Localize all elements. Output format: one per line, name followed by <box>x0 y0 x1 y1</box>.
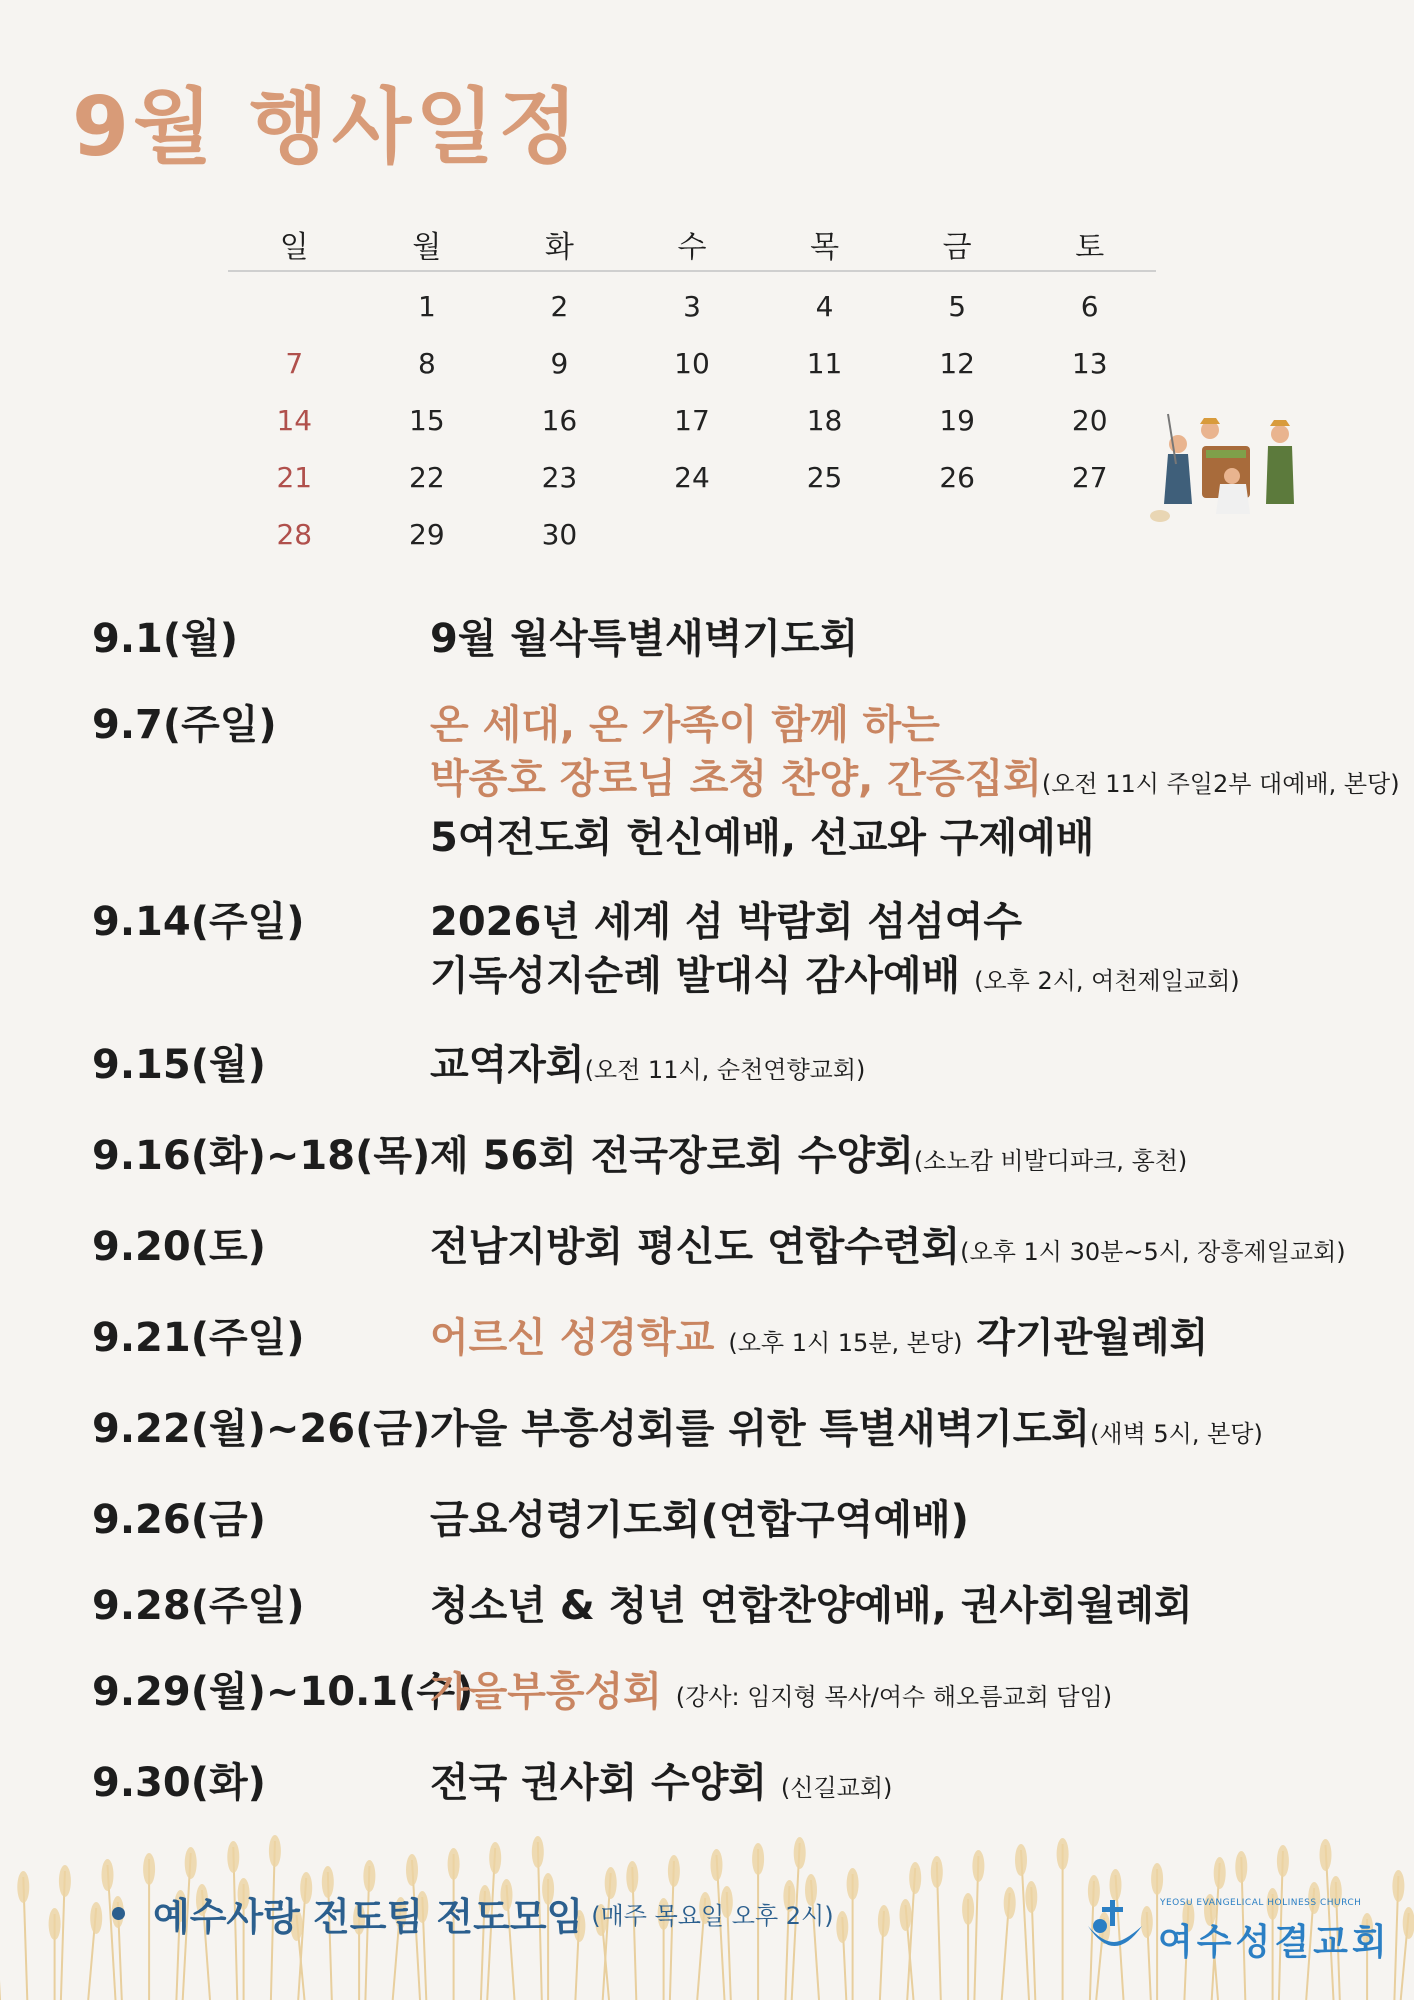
calendar-day: 30 <box>541 518 578 551</box>
event-description <box>430 1311 1392 1370</box>
wheat-head <box>962 1893 974 1925</box>
schedule-row <box>92 1493 1392 1547</box>
schedule-row <box>92 1756 1392 1815</box>
calendar-day: 25 <box>806 461 843 494</box>
calendar-day: 6 <box>1080 290 1099 323</box>
calendar-day: 19 <box>939 404 975 437</box>
event-note: (오후 1시 30분~5시, 장흥제일교회) <box>960 1238 1346 1266</box>
weekday-header <box>228 222 1156 272</box>
event-description <box>430 895 1392 1008</box>
schedule-row <box>92 1129 1392 1188</box>
wheat-head <box>972 1850 984 1882</box>
event-note: (새벽 5시, 본당) <box>1090 1420 1263 1448</box>
event-date: 9.28(주일) <box>92 1583 305 1629</box>
event-line <box>430 1756 1392 1815</box>
event-note: (오전 11시, 순천연향교회) <box>584 1056 866 1084</box>
event-date: 9.14(주일) <box>92 899 305 945</box>
event-note: (오후 1시 15분, 본당) <box>728 1329 963 1357</box>
page-title: 9월 행사일정 <box>72 80 582 175</box>
church-emblem-icon <box>1080 1896 1150 1966</box>
event-description <box>430 1402 1392 1461</box>
calendar-day: 14 <box>276 404 313 437</box>
calendar-week <box>228 506 1156 563</box>
wheat-head <box>1277 1845 1289 1877</box>
weekday-label: 토 <box>1075 230 1105 265</box>
event-line <box>430 1038 1392 1097</box>
calendar-day: 16 <box>541 404 578 437</box>
event-line <box>430 1220 1392 1279</box>
calendar-day: 10 <box>674 347 710 380</box>
church-logo <box>1080 1896 1391 1966</box>
wheat-head <box>1392 1870 1404 1902</box>
wheat-head <box>900 1899 912 1931</box>
event-title: 기독성지순례 발대식 감사예배 <box>430 953 975 999</box>
wheat-head <box>17 1871 29 1903</box>
event-date: 9.22(월)~26(금) <box>92 1406 431 1452</box>
calendar-day: 3 <box>683 290 701 323</box>
wheat-head <box>909 1862 921 1894</box>
event-date: 9.15(월) <box>92 1042 266 1088</box>
calendar-day: 18 <box>806 404 843 437</box>
event-title: 제 56회 전국장로회 수양회 <box>430 1133 914 1179</box>
event-title: 9월 월삭특별새벽기도회 <box>430 616 859 662</box>
calendar-day: 2 <box>550 290 569 323</box>
wheat-head <box>752 1843 764 1875</box>
calendar-day: 26 <box>939 461 975 494</box>
event-date: 9.7(주일) <box>92 702 277 748</box>
wheat-head <box>878 1905 890 1937</box>
event-description <box>430 1756 1392 1815</box>
event-title: 5여전도회 헌신예배, 선교와 구제예배 <box>430 815 1095 861</box>
event-date: 9.21(주일) <box>92 1315 305 1361</box>
weekday-label: 화 <box>544 230 574 265</box>
event-line <box>430 1579 1392 1633</box>
weekday-label: 금 <box>942 230 972 265</box>
event-description <box>430 1665 1392 1724</box>
event-description <box>430 1129 1392 1188</box>
event-line <box>430 1129 1392 1188</box>
schedule-row <box>92 1402 1392 1461</box>
calendar-day: 21 <box>276 461 313 494</box>
calendar-week <box>228 392 1156 449</box>
schedule-row <box>92 1311 1392 1370</box>
wheat-head <box>1015 1844 1027 1876</box>
wheat-head <box>59 1865 71 1897</box>
event-line <box>430 752 1400 811</box>
event-line <box>430 1493 1392 1547</box>
wheat-head <box>143 1853 155 1885</box>
wheat-head <box>90 1902 102 1934</box>
event-description <box>430 612 1392 666</box>
event-note: (오후 2시, 여천제일교회) <box>974 967 1240 995</box>
event-date: 9.20(토) <box>92 1224 266 1270</box>
event-date: 9.26(금) <box>92 1497 266 1543</box>
event-note: (신길교회) <box>780 1774 893 1802</box>
wheat-head <box>1057 1838 1069 1870</box>
event-title: 어르신 성경학교 <box>430 1315 729 1361</box>
calendar-day: 13 <box>1071 347 1108 380</box>
event-description <box>430 698 1400 865</box>
wheat-head <box>847 1868 859 1900</box>
farmers-illustration <box>1150 404 1310 534</box>
weekday-label: 수 <box>677 230 707 265</box>
wheat-head <box>1403 1907 1414 1939</box>
wheat-head <box>227 1841 239 1873</box>
wheat-head <box>1004 1887 1016 1919</box>
calendar-day: 1 <box>417 290 436 323</box>
event-title: 청소년 & 청년 연합찬양예배, 권사회월례회 <box>430 1583 1193 1629</box>
schedule-row <box>92 1665 1392 1724</box>
event-title: 온 세대, 온 가족이 함께 하는 <box>430 702 940 748</box>
event-line <box>430 1311 1392 1370</box>
schedule-row <box>92 698 1400 865</box>
event-title: 박종호 장로님 초청 찬양, 간증집회 <box>430 756 1042 802</box>
event-description <box>430 1579 1392 1633</box>
event-description <box>430 1220 1392 1279</box>
event-line <box>430 895 1392 949</box>
wheat-head <box>794 1837 806 1869</box>
wheat-head <box>931 1856 943 1888</box>
event-note: (강사: 임지형 목사/여수 해오름교회 담임) <box>675 1683 1113 1711</box>
wheat-head <box>532 1836 544 1868</box>
event-line <box>430 1665 1392 1724</box>
event-title: 교역자회 <box>430 1042 585 1088</box>
event-note: (소노캄 비발디파크, 홍천) <box>913 1147 1188 1175</box>
schedule-row <box>92 1220 1392 1279</box>
calendar-day: 12 <box>939 347 975 380</box>
wheat-head <box>185 1847 197 1879</box>
wheat-head <box>836 1911 848 1943</box>
event-title: 금요성령기도회(연합구역예배) <box>430 1497 969 1543</box>
event-title: 전남지방회 평신도 연합수련회 <box>430 1224 961 1270</box>
wheat-head <box>668 1855 680 1887</box>
bullet-icon <box>112 1907 125 1920</box>
event-note: (오전 11시 주일2부 대예배, 본당) <box>1041 770 1400 798</box>
month-calendar <box>228 222 1156 563</box>
event-line <box>430 698 1400 752</box>
calendar-day: 7 <box>285 347 304 380</box>
wheat-head <box>448 1848 460 1880</box>
calendar-day: 22 <box>409 461 445 494</box>
calendar-day: 29 <box>409 518 445 551</box>
event-line <box>430 612 1392 666</box>
wheat-head <box>1235 1851 1247 1883</box>
schedule-row <box>92 1579 1392 1633</box>
event-schedule <box>92 612 1400 1847</box>
event-date: 9.16(화)~18(목) <box>92 1133 431 1179</box>
wheat-head <box>1025 1881 1037 1913</box>
calendar-day: 8 <box>417 347 436 380</box>
event-date: 9.30(화) <box>92 1760 266 1806</box>
wheat-head <box>49 1908 61 1940</box>
event-line <box>430 949 1392 1008</box>
calendar-week <box>228 278 1156 335</box>
calendar-day: 28 <box>276 518 313 551</box>
event-title: 2026년 세계 섬 박람회 섬섬여수 <box>430 899 1023 945</box>
event-title: 가을 부흥성회를 위한 특별새벽기도회 <box>430 1406 1091 1452</box>
schedule-row <box>92 612 1392 666</box>
event-description <box>430 1493 1392 1547</box>
weekday-label: 일 <box>279 230 309 265</box>
wheat-head <box>489 1842 501 1874</box>
wheat-head <box>711 1849 723 1881</box>
wheat-head <box>1214 1857 1226 1889</box>
event-date: 9.1(월) <box>92 616 239 662</box>
wheat-head <box>1151 1863 1163 1895</box>
event-description <box>430 1038 1392 1097</box>
calendar-day: 4 <box>815 290 834 323</box>
wheat-head <box>1320 1839 1332 1871</box>
wheat-head <box>406 1854 418 1886</box>
calendar-day: 5 <box>948 290 967 323</box>
footer-event <box>112 1886 834 1941</box>
calendar-day: 9 <box>550 347 569 380</box>
schedule-row <box>92 895 1392 1008</box>
event-line <box>430 1402 1392 1461</box>
event-title: 가을부흥성회 <box>430 1669 676 1715</box>
schedule-row <box>92 1038 1392 1097</box>
church-english-name: YEOSU EVANGELICAL HOLINESS CHURCH <box>1160 1898 1362 1908</box>
footer-event-note: (매주 목요일 오후 2시) <box>591 1902 834 1930</box>
event-title: 전국 권사회 수양회 <box>430 1760 781 1806</box>
calendar-day: 24 <box>674 461 710 494</box>
calendar-week <box>228 335 1156 392</box>
calendar-week <box>228 449 1156 506</box>
calendar-day: 15 <box>409 404 445 437</box>
event-title: 각기관월례회 <box>962 1315 1209 1361</box>
event-date: 9.29(월)~10.1(수) <box>92 1669 474 1715</box>
calendar-day: 17 <box>674 404 710 437</box>
calendar-day: 11 <box>806 347 843 380</box>
footer-event-title: 예수사랑 전도팀 전도모임 <box>153 1895 584 1939</box>
event-line <box>430 811 1400 865</box>
calendar-day: 27 <box>1071 461 1108 494</box>
church-name: 여수성결교회 <box>1158 1922 1391 1963</box>
weekday-label: 월 <box>412 230 442 265</box>
wheat-head <box>269 1835 281 1867</box>
weekday-label: 목 <box>810 230 840 265</box>
calendar-day: 20 <box>1071 404 1108 437</box>
calendar-day: 23 <box>541 461 578 494</box>
